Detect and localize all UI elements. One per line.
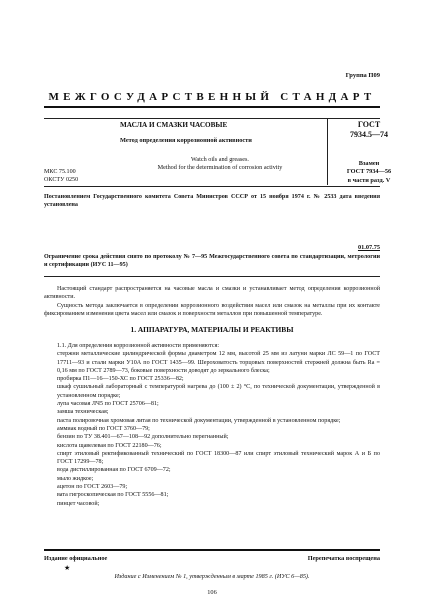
title-block-top-rule: [44, 118, 380, 119]
list-item: шкаф сушильный лабораторный с температурой нагрева до (100 ± 2) °С, по технической документации, утвержденной в установленном порядке;: [57, 384, 380, 399]
gost-label: ГОСТ: [357, 120, 381, 129]
decree-text: Постановлением Государственного комитета Совета Министров СССР от 15 ноября 1974 г. № 2533 дата введения установлена: [44, 194, 380, 209]
replaces-part: в части разд. V: [347, 176, 391, 184]
title-block-divider: [327, 118, 328, 185]
edition-note: Издание с Изменением № 1, утвержденным в марте 1985 г. (ИУС 6—85).: [114, 573, 310, 580]
english-title: [120, 156, 320, 172]
clause-list: [44, 342, 380, 508]
list-item: пробирка П1—16—150-ХС по ГОСТ 25336—82;: [57, 376, 184, 383]
list-item: пинцет часовой;: [57, 500, 100, 507]
list-item: ацетон по ГОСТ 2603—79;: [57, 484, 128, 491]
group-label: Группа П09: [345, 72, 380, 79]
page-number: 106: [207, 589, 217, 596]
replaces-label: Взамен: [358, 160, 380, 167]
list-item: бензин по ТУ 38.401—67—108—92 дополнительно перегнанный;: [57, 434, 229, 441]
list-item: аммиак водный по ГОСТ 3760—79;: [57, 425, 150, 432]
intro-paragraph: Настоящий стандарт распространяется на часовые масла и смазки и устанавливает метод определения коррозионной активности.: [44, 286, 380, 301]
document-title: МАСЛА И СМАЗКИ ЧАСОВЫЕ: [120, 121, 228, 129]
list-item: стержни металлические цилиндрической формы диаметром 12 мм, высотой 25 мм из латуни марки ЛС 59—1 по ГОСТ 17711—93 и стали марки У10А по ГОСТ 1435—99. Шероховатость торцовых поверхностей стержней должна быть Ra = 0,16 мм по ГОСТ 2789—73, боковые поверхности доводят до зеркального блеска;: [57, 351, 380, 374]
header-rule: [44, 106, 380, 108]
list-item: замша техническая;: [57, 409, 109, 416]
list-item: спирт этиловый ректификованный технический по ГОСТ 18300—87 или спирт этиловый технический марок А и Б по ГОСТ 17299—78;: [57, 450, 380, 466]
list-item: мыло жидкое;: [57, 475, 94, 482]
english-title-line: Method for the determination of corrosion activity: [157, 164, 283, 172]
standard-banner: МЕЖГОСУДАРСТВЕННЫЙ СТАНДАРТ: [48, 91, 376, 103]
clause-1-1: 1.1. Для определения коррозионной активности применяются:: [57, 343, 220, 349]
official-edition-label: Издание официальное: [44, 555, 108, 562]
classification-codes: [44, 168, 78, 184]
gost-code: 7934.5—74: [350, 129, 388, 139]
list-item: паста полировочная хромовая литая по технической документации, утвержденной в установленном порядке;: [57, 417, 341, 424]
reprint-prohibited-label: Перепечатка воспрещена: [307, 555, 380, 562]
star-icon: ★: [64, 564, 71, 572]
intro-paragraph: Сущность метода заключается в определении коррозионного воздействия масел или смазок на металлы при их контакте фиксированием изменения цвета масел или смазок и поверхности металлов при повышенной температуре.: [44, 303, 380, 318]
title-block-bottom-rule: [44, 186, 380, 187]
list-item: вата гигроскопическая по ГОСТ 5556—81;: [57, 492, 169, 499]
okstu-code: ОКСТУ 0250: [44, 177, 79, 183]
replaces-standard: ГОСТ 7934—56: [346, 168, 392, 176]
footer-rule: [44, 549, 380, 551]
preamble-rule: [44, 276, 380, 277]
section-heading: 1. АППАРАТУРА, МАТЕРИАЛЫ И РЕАКТИВЫ: [130, 325, 294, 334]
replaces-block: [333, 160, 405, 185]
mks-code: МКС 75.100: [44, 169, 76, 175]
gost-number: [333, 120, 405, 139]
document-subtitle: Метод определения коррозионной активности: [120, 137, 252, 144]
equipment-list: [44, 350, 380, 508]
list-item: лупа часовая ЛЧ5 по ГОСТ 25706—81;: [57, 401, 159, 408]
list-item: вода дистиллированная по ГОСТ 6709—72;: [57, 467, 171, 474]
english-title-line: Watch oils and greases.: [191, 156, 249, 163]
effective-date: 01.07.75: [357, 244, 380, 251]
list-item: кислота щавелевая по ГОСТ 22180—76;: [57, 442, 162, 449]
limitation-text: Ограничение срока действия снято по протоколу № 7—95 Межгосударственного совета по стандартизации, метрологии и сертификации (ИУС 11—95): [44, 254, 380, 269]
